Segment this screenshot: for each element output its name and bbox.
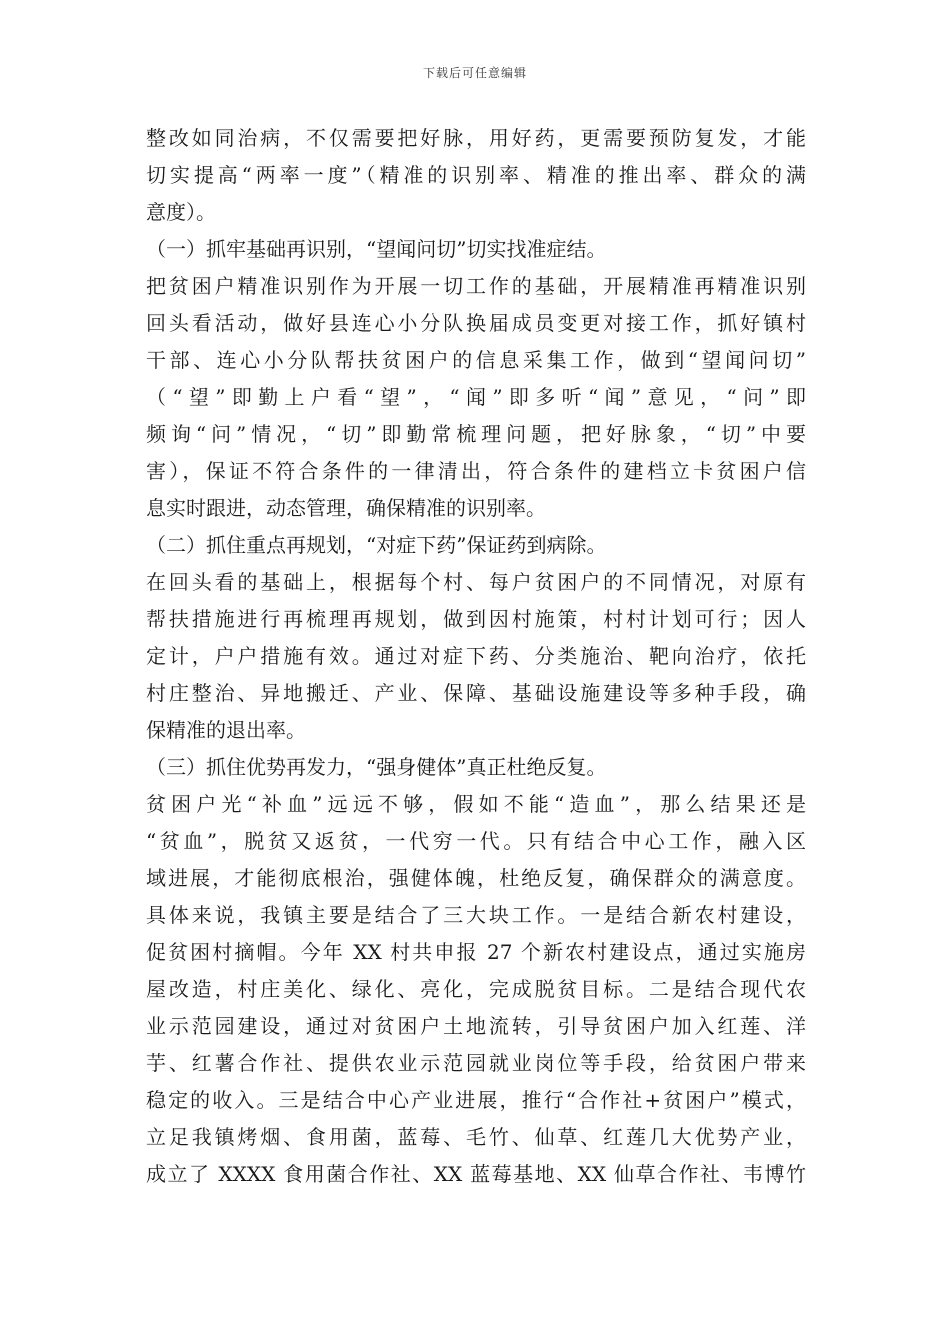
text-line: 息实时跟进，动态管理，确保精准的识别率。 [146,496,546,520]
text-line: 定计，户户措施有效。通过对症下药、分类施治、靶向治疗，依托 [146,644,806,668]
text-line: 屋改造，村庄美化、绿化、亮化，完成脱贫目标。二是结合现代农 [146,977,806,1001]
text-line: 促贫困村摘帽。今年 XX 村共申报 27 个新农村建设点，通过实施房 [146,940,806,964]
text-line: 干部、连心小分队帮扶贫困户的信息采集工作，做到“望闻问切” [146,348,806,372]
text-line: 芋、红薯合作社、提供农业示范园就业岗位等手段，给贫困户带来 [146,1051,806,1075]
text-line: 村庄整治、异地搬迁、产业、保障、基础设施建设等多种手段，确 [146,681,806,705]
text-line: 贫困户光“补血”远远不够，假如不能“造血”，那么结果还是 [146,792,806,816]
text-line: 害），保证不符合条件的一律清出，符合条件的建档立卡贫困户信 [146,459,806,483]
document-body [146,120,806,1193]
text-line: （三）抓住优势再发力，“强身健体”真正杜绝反复。 [146,755,607,779]
text-line: 具体来说，我镇主要是结合了三大块工作。一是结合新农村建设， [146,903,806,927]
text-line: （二）抓住重点再规划，“对症下药”保证药到病除。 [146,533,607,557]
text-line: 意度）。 [146,200,216,224]
text-line: 整改如同治病，不仅需要把好脉，用好药，更需要预防复发，才能 [146,126,806,150]
text-line: 稳定的收入。三是结合中心产业进展，推行“合作社+贫困户”模式， [146,1088,806,1112]
text-line: 频询“问”情况，“切”即勤常梳理问题，把好脉象，“切”中要 [146,422,806,446]
text-line: 帮扶措施进行再梳理再规划，做到因村施策，村村计划可行；因人 [146,607,806,631]
text-line: 回头看活动，做好县连心小分队换届成员变更对接工作，抓好镇村 [146,311,806,335]
page-header: 下载后可任意编辑 [422,66,527,80]
text-line: 切实提高“两率一度”（精准的识别率、精准的推出率、群众的满 [146,163,806,187]
text-line: 把贫困户精准识别作为开展一切工作的基础，开展精准再精准识别 [146,274,806,298]
text-line: “贫血”，脱贫又返贫，一代穷一代。只有结合中心工作，融入区 [146,829,806,853]
text-line: （“望”即勤上户看“望”，“闻”即多听“闻”意见，“问”即 [146,385,806,409]
text-line: （一）抓牢基础再识别，“望闻问切”切实找准症结。 [146,237,607,261]
text-line: 保精准的退出率。 [146,718,306,742]
text-line: 域进展，才能彻底根治，强健体魄，杜绝反复，确保群众的满意度。 [146,866,806,890]
text-line: 立足我镇烤烟、食用菌，蓝莓、毛竹、仙草、红莲几大优势产业， [146,1125,806,1149]
text-line: 在回头看的基础上，根据每个村、每户贫困户的不同情况，对原有 [146,570,806,594]
text-line: 成立了 XXXX 食用菌合作社、XX 蓝莓基地、XX 仙草合作社、韦博竹 [146,1162,806,1186]
text-line: 业示范园建设，通过对贫困户土地流转，引导贫困户加入红莲、洋 [146,1014,806,1038]
